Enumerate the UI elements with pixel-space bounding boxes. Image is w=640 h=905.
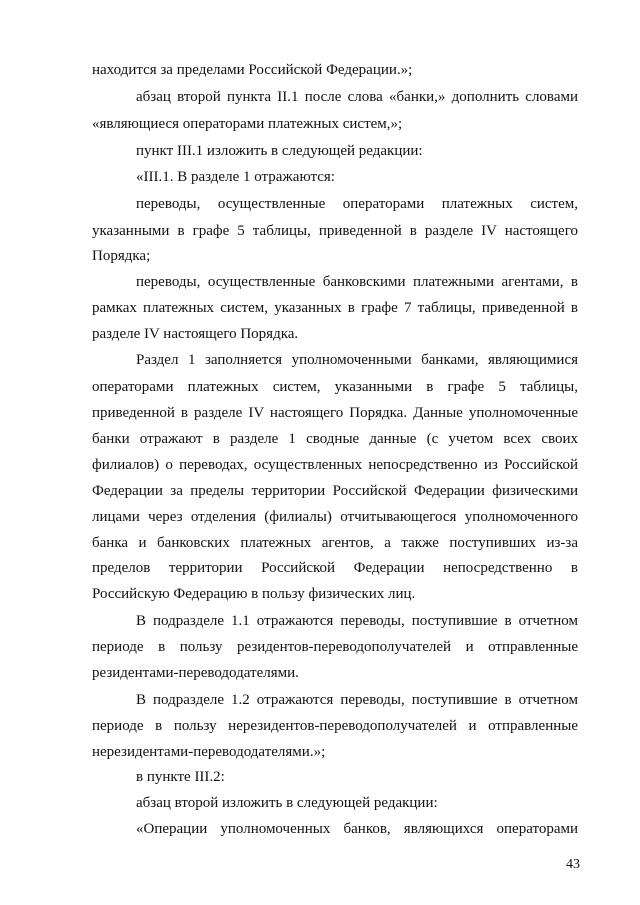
text-line: периоде в пользу нерезидентов-переводополучателей и отправленные <box>92 718 578 734</box>
text-line: нерезидентами-перевододателями.»; <box>92 744 326 760</box>
text-line: банки отражают в разделе 1 сводные данные (с учетом всех своих <box>92 431 578 447</box>
text-line: в пункте III.2: <box>136 769 225 785</box>
text-line: указанными в графе 5 таблицы, приведенной в разделе IV настоящего <box>92 223 578 239</box>
text-line: «являющиеся операторами платежных систем,»; <box>92 116 403 132</box>
text-line: рамках платежных систем, указанных в графе 7 таблицы, приведенной в <box>92 300 578 316</box>
text-line: приведенной в разделе IV настоящего Порядка. Данные уполномоченные <box>92 405 578 421</box>
text-line: Российскую Федерацию в пользу физических лиц. <box>92 586 416 602</box>
text-line: операторами платежных систем, указанными в графе 5 таблицы, <box>92 379 578 395</box>
page-number: 43 <box>566 857 580 872</box>
text-line: «Операции уполномоченных банков, являющихся операторами <box>136 821 578 837</box>
text-line: филиалов) о переводах, осуществленных непосредственно из Российской <box>92 457 578 473</box>
text-line: находится за пределами Российской Федерации.»; <box>92 62 413 78</box>
text-line: пункт III.1 изложить в следующей редакции: <box>136 143 423 159</box>
text-line: Федерации за пределы территории Российской Федерации физическими <box>92 483 578 499</box>
text-line: Раздел 1 заполняется уполномоченными банками, являющимися <box>136 352 578 368</box>
text-line: пределов территории Российской Федерации непосредственно в <box>92 560 578 576</box>
text-line: банка и банковских платежных агентов, а также поступивших из-за <box>92 535 578 551</box>
text-line: резидентами-перевододателями. <box>92 665 299 681</box>
text-line: абзац второй изложить в следующей редакции: <box>136 795 438 811</box>
text-line: Порядка; <box>92 248 151 264</box>
text-line: разделе IV настоящего Порядка. <box>92 326 299 342</box>
text-line: переводы, осуществленные операторами платежных систем, <box>136 196 578 212</box>
text-line: «III.1. В разделе 1 отражаются: <box>136 169 335 185</box>
text-line: В подразделе 1.1 отражаются переводы, поступившие в отчетном <box>136 613 578 629</box>
text-line: абзац второй пункта II.1 после слова «банки,» дополнить словами <box>136 89 578 105</box>
text-line: В подразделе 1.2 отражаются переводы, поступившие в отчетном <box>136 692 578 708</box>
text-line: периоде в пользу резидентов-переводополучателей и отправленные <box>92 639 578 655</box>
text-line: переводы, осуществленные банковскими платежными агентами, в <box>136 274 578 290</box>
text-line: лицами через отделения (филиалы) отчитывающегося уполномоченного <box>92 509 578 525</box>
